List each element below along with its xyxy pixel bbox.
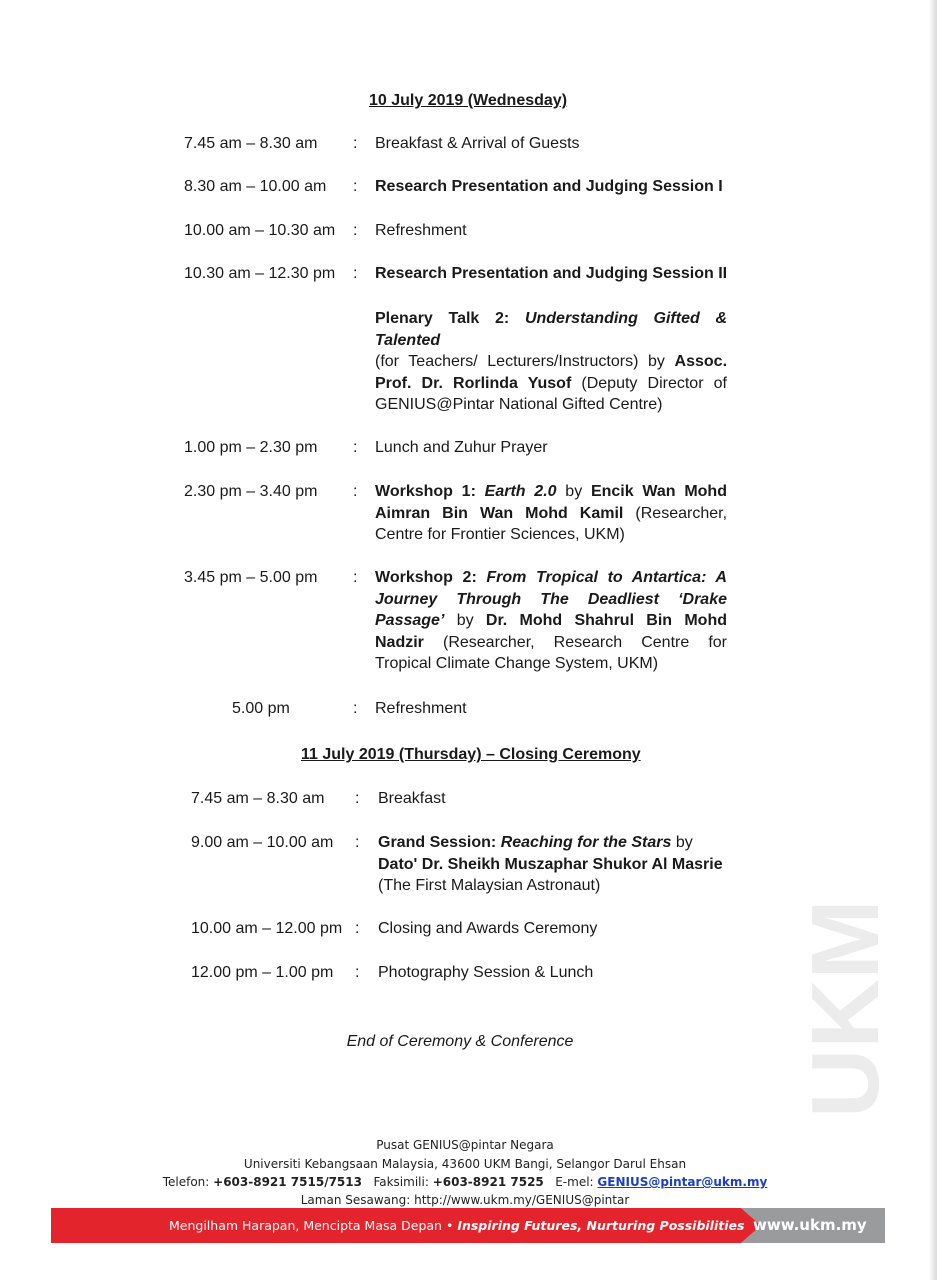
day2-heading: 11 July 2019 (Thursday) – Closing Ceremony [301,746,641,763]
plenary-audience: (for Teachers/ Lecturers/Instructors) by [375,353,665,370]
website-label: Laman Sesawang: [300,1193,411,1207]
row-separator: : [353,569,358,586]
slogan-bullet: • [445,1218,454,1233]
banner-slogan [169,1208,744,1243]
row-separator: : [355,790,360,807]
row-time: 3.45 pm – 5.00 pm [184,569,318,586]
telephone-number: +603-8921 7515/7513 [213,1175,362,1189]
grand-session-by: by [675,834,693,851]
workshop2-affiliation: (Researcher, Research Centre for Tropical Climate Change System, UKM) [375,633,727,672]
workshop2-block [375,567,727,675]
workshop1-speaker: Encik Wan Mohd Aimran Bin Wan Mohd Kamil [375,483,727,522]
row-time: 7.45 am – 8.30 am [191,790,325,807]
row-description: Breakfast [378,790,446,807]
row-time: 5.00 pm [232,700,290,717]
row-time: 10.30 am – 12.30 pm [184,265,336,282]
row-separator: : [353,222,358,239]
row-separator: : [355,834,360,851]
grand-session-speaker: Dato' Dr. Sheikh Muszaphar Shukor Al Masrie [378,855,723,873]
row-time: 7.45 am – 8.30 am [184,135,318,152]
workshop2-by: by [456,612,474,629]
row-time: 9.00 am – 10.00 am [191,834,334,851]
plenary-label: Plenary Talk 2: [375,310,510,327]
email-label: E-mel: [555,1175,594,1189]
email-link[interactable]: GENIUS@pintar@ukm.my [597,1175,768,1189]
workshop2-title: From Tropical to Antartica: A Journey Through The Deadliest ‘Drake Passage’ [375,569,727,629]
grand-session-title: Reaching for the Stars [500,834,672,851]
plenary-affiliation: (Deputy Director of GENIUS@Pintar National Gifted Centre) [375,374,727,413]
day1-heading: 10 July 2019 (Wednesday) [369,92,568,109]
grand-session-block [378,832,738,897]
telephone-label: Telefon: [162,1175,210,1189]
plenary-talk-block [375,308,727,416]
ukm-watermark [792,899,899,1122]
workshop1-title: Earth 2.0 [484,483,557,500]
row-separator: : [353,700,358,717]
slogan-malay: Mengilham Harapan, Mencipta Masa Depan [169,1218,442,1233]
fax-number: +603-8921 7525 [432,1175,544,1189]
row-description: Research Presentation and Judging Session I [375,178,723,195]
workshop1-affiliation: (Researcher, Centre for Frontier Sciences, UKM) [375,504,728,543]
row-time: 2.30 pm – 3.40 pm [184,483,318,500]
row-description: Lunch and Zuhur Prayer [375,439,548,456]
closing-note: End of Ceremony & Conference [346,1033,574,1050]
row-separator: : [355,920,360,937]
grand-session-note: (The First Malaysian Astronaut) [378,877,601,894]
footer-address: Universiti Kebangsaan Malaysia, 43600 UKM Bangi, Selangor Darul Ehsan [243,1157,687,1171]
row-description: Breakfast & Arrival of Guests [375,135,580,152]
row-description: Refreshment [375,700,467,717]
fax-label: Faksimili: [373,1175,429,1189]
row-separator: : [353,178,358,195]
workshop1-block [375,481,727,546]
website-url[interactable]: http://www.ukm.my/GENIUS@pintar [414,1193,630,1207]
workshop1-label: Workshop 1: [375,483,476,500]
footer-banner [51,1208,885,1243]
row-time: 8.30 am – 10.00 am [184,178,327,195]
row-time: 1.00 pm – 2.30 pm [184,439,318,456]
row-description: Photography Session & Lunch [378,964,594,981]
row-time: 10.00 am – 12.00 pm [191,920,343,937]
plenary-title: Understanding Gifted & Talented [375,310,727,349]
watermark-text: UKM [792,899,899,1118]
row-separator: : [355,964,360,981]
footer-contact [0,1173,930,1192]
row-separator: : [353,265,358,282]
row-description: Refreshment [375,222,467,239]
page-edge-shadow [929,0,937,1280]
slogan-english: Inspiring Futures, Nurturing Possibilities [457,1218,745,1233]
row-description: Research Presentation and Judging Session II [375,265,728,282]
footer-org: Pusat GENIUS@pintar Negara [376,1138,554,1152]
workshop1-by: by [565,483,583,500]
workshop2-label: Workshop 2: [375,569,477,586]
row-time: 10.00 am – 10.30 am [184,222,336,239]
plenary-speaker: Assoc. Prof. Dr. Rorlinda Yusof [375,353,728,392]
grand-session-label: Grand Session: [378,834,497,851]
row-description: Closing and Awards Ceremony [378,920,598,937]
row-separator: : [353,439,358,456]
row-time: 12.00 pm – 1.00 pm [191,964,334,981]
banner-website-link[interactable]: www.ukm.my [753,1216,867,1234]
row-separator: : [353,483,358,500]
workshop2-speaker: Dr. Mohd Shahrul Bin Mohd Nadzir [375,612,728,651]
row-separator: : [353,135,358,152]
